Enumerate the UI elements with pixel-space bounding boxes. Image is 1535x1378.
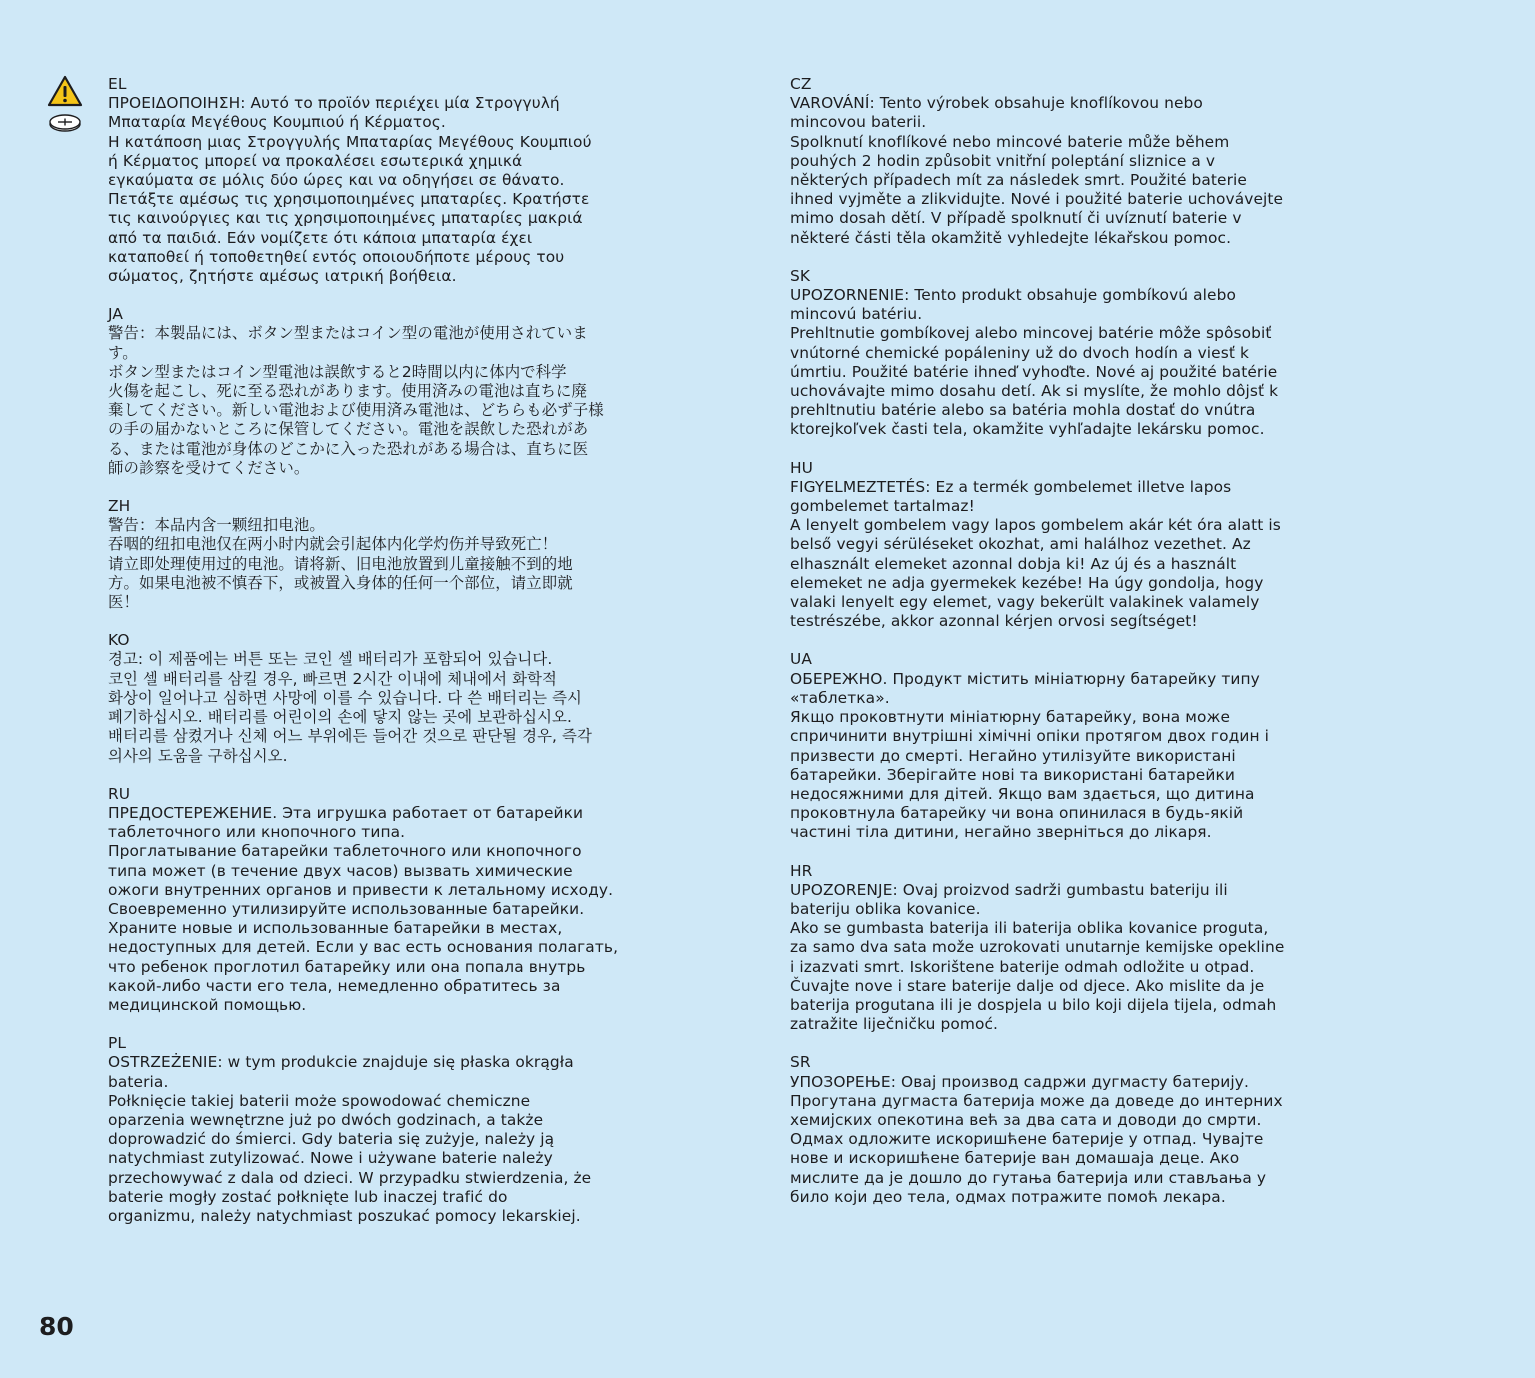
warning-text-line: 의사의 도움을 구하십시오.	[108, 746, 288, 765]
page-number: 80	[39, 1312, 74, 1341]
warning-triangle-icon	[47, 75, 83, 107]
language-code: KO	[108, 631, 130, 650]
warning-section-pl	[108, 1034, 638, 1226]
warning-text-line: Одмах одложите искоришћене батерије у отпад. Чувајте	[790, 1130, 1264, 1149]
coin-battery-icon	[47, 112, 83, 134]
warning-text-line: Ako se gumbasta baterija ili baterija oblika kovanice proguta,	[790, 919, 1269, 938]
warning-text-line: «таблетка».	[790, 688, 890, 707]
warning-text-line: какой-либо части его тела, немедленно обратитесь за	[108, 976, 561, 995]
warning-text-line: Πετάξτε αμέσως τις χρησιμοποιημένες μπαταρίες. Κρατήστε	[108, 190, 590, 209]
warning-text-line: některých případech mít za následek smrt. Použité baterie	[790, 171, 1247, 190]
language-code: HR	[790, 861, 813, 880]
warning-text-line: UPOZORENJE: Ovaj proizvod sadrži gumbastu bateriju ili	[790, 880, 1228, 899]
right-column	[790, 75, 1320, 1207]
warning-text-line: Prehltnutie gombíkovej alebo mincovej batérie môže spôsobiť	[790, 324, 1272, 343]
warning-text-line: Η κατάποση μιας Στρογγυλής Μπαταρίας Μεγέθους Κουμπιού	[108, 132, 592, 151]
warning-icons	[47, 75, 83, 134]
warning-text-line: типа может (в течение двух часов) вызвать химические	[108, 861, 573, 880]
warning-text-line: 師の診察を受けてください。	[108, 458, 310, 477]
language-code: PL	[108, 1034, 127, 1053]
warning-text-line: ή Κέρματος μπορεί να προκαλέσει εσωτερικά χημικά	[108, 151, 523, 170]
warning-text-line: Μπαταρία Μεγέθους Κουμπιού ή Κέρματος.	[108, 113, 446, 132]
warning-text-line: bateriju oblika kovanice.	[790, 899, 981, 918]
warning-text-line: τις καινούργιες και τις χρησιμοποιημένες μπαταρίες μακριά	[108, 209, 583, 228]
warning-text-line: спричинити внутрішні хімічні опіки протягом двох годин і	[790, 727, 1270, 746]
warning-text-line: Проглатывание батарейки таблеточного или кнопочного	[108, 842, 582, 861]
warning-section-sr	[790, 1053, 1320, 1207]
warning-text-line: oparzenia wewnętrzne już po dwóch godzinach, a także	[108, 1110, 544, 1129]
warning-text-line: σώματος, ζητήστε αμέσως ιατρική βοήθεια.	[108, 267, 457, 286]
warning-section-ua	[790, 650, 1320, 842]
warning-text-line: úmrtiu. Použité batérie ihneď vyhoďte. Nové aj použité batérie	[790, 362, 1278, 381]
language-code: JA	[108, 305, 123, 324]
language-code: UA	[790, 650, 812, 669]
language-code: RU	[108, 784, 131, 803]
warning-text-line: OSTRZEŻENIE: w tym produkcie znajduje się płaska okrągła	[108, 1053, 574, 1072]
warning-text-line: organizmu, należy natychmiast poszukać pomocy lekarskiej.	[108, 1206, 581, 1225]
warning-text-line: vnútorné chemické popáleniny už do dvoch hodín a viesť k	[790, 343, 1249, 362]
language-code: EL	[108, 75, 127, 93]
warning-text-line: の手の届かないところに保管してください。電池を誤飲した恐れがあ	[108, 420, 589, 439]
warning-section-ko	[108, 631, 638, 765]
warning-text-line: za samo dva sata može uzrokovati unutarnje kemijske opekline	[790, 938, 1285, 957]
warning-text-line: Połknięcie takiej baterii może spowodować chemiczne	[108, 1091, 531, 1110]
warning-text-line: хемијских опекотина већ за два сата и доводи до смрти.	[790, 1110, 1262, 1129]
warning-text-line: Spolknutí knoflíkové nebo mincové baterie může během	[790, 132, 1230, 151]
warning-text-line: таблеточного или кнопочного типа.	[108, 823, 406, 842]
warning-section-sk	[790, 267, 1320, 440]
warning-text-line: 화상이 일어나고 심하면 사망에 이를 수 있습니다. 다 쓴 배터리는 즉시	[108, 688, 583, 707]
warning-text-line: pouhých 2 hodin způsobit vnitřní poleptání sliznice a v	[790, 151, 1216, 170]
warning-text-line: testrészébe, akkor azonnal kérjen orvosi segítséget!	[790, 612, 1198, 631]
warning-text-line: проковтнула батарейку чи вона опинилася в будь-якій	[790, 804, 1244, 823]
warning-text-line: elemeket ne adja gyermekek kezébe! Ha úgy gondolja, hogy	[790, 573, 1264, 592]
warning-section-zh	[108, 497, 638, 612]
warning-text-line: ktorejkoľvek časti tela, okamžite vyhľadajte lekársku pomoc.	[790, 420, 1265, 439]
warning-text-line: す。	[108, 343, 138, 362]
warning-text-line: natychmiast zutylizować. Nowe i używane baterie należy	[108, 1149, 553, 1168]
warning-text-line: FIGYELMEZTETÉS: Ez a termék gombelemet illetve lapos	[790, 477, 1232, 496]
warning-text-line: частині тіла дитини, негайно зверніться до лікаря.	[790, 823, 1212, 842]
warning-text-line: 方。如果电池被不慎吞下，或被置入身体的任何一个部位，请立即就	[108, 573, 573, 592]
warning-text-line: bateria.	[108, 1072, 169, 1091]
warning-text-line: УПОЗОРЕЊЕ: Овај производ садржи дугмасту батерију.	[790, 1072, 1249, 1091]
warning-text-line: 请立即处理使用过的电池。请将新、旧电池放置到儿童接触不到的地	[108, 554, 573, 573]
warning-text-line: 경고: 이 제품에는 버튼 또는 코인 셀 배터리가 포함되어 있습니다.	[108, 650, 553, 669]
warning-text-line: některé části těla okamžitě vyhledejte lékařskou pomoc.	[790, 228, 1232, 247]
warning-text-line: 警告：本品内含一颗纽扣电池。	[108, 516, 325, 535]
warning-text-line: 배터리를 삼켰거나 신체 어느 부위에든 들어간 것으로 판단될 경우, 즉각	[108, 727, 592, 746]
warning-text-line: 吞咽的纽扣电池仅在两小时内就会引起体内化学灼伤并导致死亡！	[108, 535, 558, 554]
warning-text-line: VAROVÁNÍ: Tento výrobek obsahuje knoflíkovou nebo	[790, 94, 1203, 113]
warning-text-line: baterie mogły zostać połknięte lub inaczej trafić do	[108, 1187, 508, 1206]
warning-text-line: ОБЕРЕЖНО. Продукт містить мініатюрну батарейку типу	[790, 669, 1260, 688]
language-code: ZH	[108, 497, 131, 516]
warning-text-line: mimo dosah dětí. V případě spolknutí či uvíznutí baterie v	[790, 209, 1242, 228]
warning-text-line: батарейки. Зберігайте нові та використані батарейки	[790, 765, 1235, 784]
warning-text-line: 火傷を起こし、死に至る恐れがあります。使用済みの電池は直ちに廃	[108, 382, 587, 401]
warning-section-cz	[790, 75, 1320, 248]
warning-text-line: недоступных для детей. Если у вас есть основания полагать,	[108, 938, 619, 957]
warning-text-line: belső vegyi sérüléseket okozhat, ami halálhoz vezethet. Az	[790, 535, 1251, 554]
warning-text-line: ihned vyjměte a zlikvidujte. Nové i použité baterie uchovávejte	[790, 190, 1284, 209]
warning-text-line: przechowywać z dala od dzieci. W przypadku stwierdzenia, że	[108, 1168, 592, 1187]
warning-text-line: i izazvati smrt. Iskorištene baterije odmah odložite u otpad.	[790, 957, 1255, 976]
warning-text-line: mincovou baterii.	[790, 113, 927, 132]
warning-text-line: Якщо проковтнути мініатюрну батарейку, вона може	[790, 708, 1231, 727]
warning-text-line: медицинской помощью.	[108, 995, 307, 1014]
warning-section-el	[108, 75, 638, 286]
warning-text-line: A lenyelt gombelem vagy lapos gombelem akár két óra alatt is	[790, 516, 1281, 535]
language-code: CZ	[790, 75, 812, 93]
warning-text-line: prehltnutiu batérie alebo sa batéria mohla dostať do vnútra	[790, 401, 1256, 420]
warning-text-line: από τα παιδιά. Εάν νομίζετε ότι κάποια μπαταρία έχει	[108, 228, 533, 247]
warning-text-line: мислите да је дошло до гутања батерија или стављања у	[790, 1168, 1267, 1187]
warning-text-line: 코인 셀 배터리를 삼킬 경우, 빠르면 2시간 이내에 체내에서 화학적	[108, 669, 557, 688]
warning-text-line: ボタン型またはコイン型電池は誤飲すると2時間以内に体内で科学	[108, 362, 567, 381]
warning-text-line: Прогутана дугмаста батерија може да доведе до интерних	[790, 1091, 1283, 1110]
warning-text-line: UPOZORNENIE: Tento produkt obsahuje gombíkovú alebo	[790, 286, 1236, 305]
warning-text-line: zatražite liječničku pomoć.	[790, 1015, 999, 1034]
warning-text-line: valaki lenyelt egy elemet, vagy bekerült valakinek valamely	[790, 593, 1260, 612]
language-code: SK	[790, 266, 811, 285]
warning-text-line: 医！	[108, 593, 139, 612]
warning-text-line: 警告：本製品には、ボタン型またはコイン型の電池が使用されていま	[108, 324, 588, 343]
warning-text-line: Храните новые и использованные батарейки в местах,	[108, 919, 563, 938]
warning-section-ru	[108, 785, 638, 1015]
warning-section-hu	[790, 459, 1320, 632]
warning-text-line: 폐기하십시오. 배터리를 어린이의 손에 닿지 않는 곳에 보관하십시오.	[108, 708, 573, 727]
warning-text-line: doprowadzić do śmierci. Gdy bateria się zużyje, należy ją	[108, 1130, 555, 1149]
warning-text-line: ПРЕДОСТЕРЕЖЕНИЕ. Эта игрушка работает от батарейки	[108, 803, 584, 822]
warning-text-line: ΠΡΟΕΙΔΟΠΟΙΗΣΗ: Αυτό το προϊόν περιέχει μία Στρογγυλή	[108, 94, 560, 113]
language-code: HU	[790, 458, 814, 477]
warning-text-line: gombelemet tartalmaz!	[790, 497, 975, 516]
warning-text-line: ожоги внутренних органов и привести к летальному исходу.	[108, 880, 614, 899]
warning-text-line: mincovú batériu.	[790, 305, 923, 324]
warning-text-line: εγκαύματα σε μόλις δύο ώρες και να οδηγήσει σε θάνατο.	[108, 171, 565, 190]
warning-text-line: нове и искоришћене батерије ван домашаја деце. Ако	[790, 1149, 1240, 1168]
language-code: SR	[790, 1053, 811, 1072]
warning-text-line: καταποθεί ή τοποθετηθεί εντός οποιουδήποτε μέρους του	[108, 247, 565, 266]
warning-text-line: baterija progutana ili je dospjela u bilo koji dijela tijela, odmah	[790, 995, 1277, 1014]
warning-section-ja	[108, 305, 638, 478]
warning-text-line: Своевременно утилизируйте использованные батарейки.	[108, 899, 585, 918]
warning-text-line: 棄してください。新しい電池および使用済み電池は、どちらも必ず子様	[108, 401, 604, 420]
warning-text-line: elhasznált elemeket azonnal dobja ki! Az új és a használt	[790, 554, 1237, 573]
warning-text-line: призвести до смерті. Негайно утилізуйте використані	[790, 746, 1236, 765]
warning-section-hr	[790, 862, 1320, 1035]
warning-text-line: недосяжними для дітей. Якщо вам здається, що дитина	[790, 784, 1255, 803]
warning-text-line: uchovávajte mimo dosahu detí. Ak si myslíte, že mohlo dôjsť k	[790, 382, 1279, 401]
warning-text-line: Čuvajte nove i stare baterije dalje od djece. Ako mislite da je	[790, 976, 1265, 995]
left-column	[108, 75, 638, 1226]
warning-text-line: било који део тела, одмах потражите помоћ лекара.	[790, 1187, 1226, 1206]
warning-text-line: что ребенок проглотил батарейку или она попала внутрь	[108, 957, 586, 976]
warning-text-line: る、または電池が身体のどこかに入った恐れがある場合は、直ちに医	[108, 439, 589, 458]
